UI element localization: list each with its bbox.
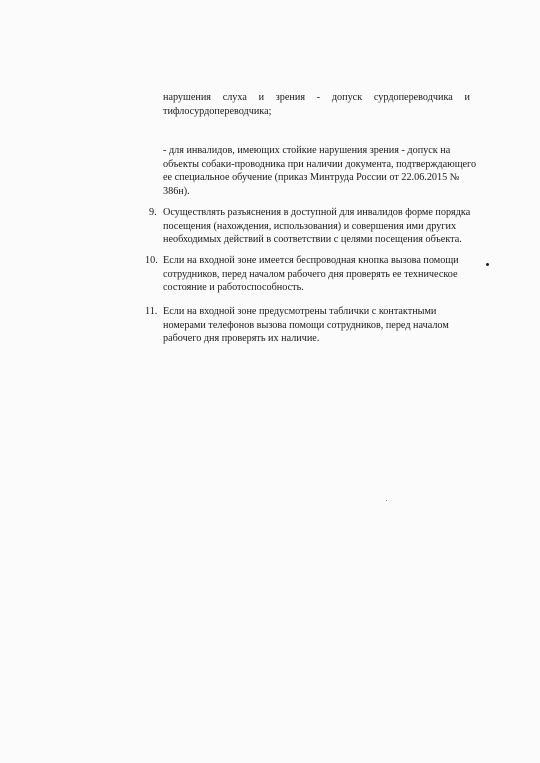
word: нарушения	[163, 92, 211, 103]
paragraph-line: 386н).	[163, 185, 190, 197]
paragraph-line: рабочего дня проверять их наличие.	[163, 333, 320, 345]
word: слуха	[222, 92, 247, 103]
scan-mark	[486, 263, 489, 266]
paragraph-line: номерами телефонов вызова помощи сотрудников, перед началом	[163, 319, 449, 331]
word: допуск	[331, 92, 363, 103]
paragraph-line: объекты собаки-проводника при наличии документа, подтверждающего	[163, 158, 477, 170]
word: и	[464, 92, 470, 103]
list-item-9	[163, 206, 475, 247]
paragraph-line: тифлосурдопереводчика;	[163, 105, 272, 117]
paragraph-line: посещения (нахождения, использования) и совершения ими других	[163, 220, 457, 232]
paragraph-line: сотрудников, перед началом рабочего дня проверять ее техническое	[163, 268, 458, 280]
paragraph-line: Осуществлять разъяснения в доступной для инвалидов форме порядка	[163, 207, 471, 218]
paragraph-guide-dog	[163, 144, 477, 198]
paragraph-line: ее специальное обучение (приказ Минтруда России от 22.06.2015 №	[163, 172, 460, 184]
list-item-11	[163, 305, 475, 346]
word: и	[258, 92, 265, 103]
paragraph-line: Если на входной зоне предусмотрены таблички с контактными	[163, 306, 437, 317]
item-number: 9.	[149, 207, 157, 218]
paragraph-line: Если на входной зоне имеется беспроводная кнопка вызова помощи	[163, 255, 459, 266]
word: сурдопереводчика	[373, 92, 453, 103]
item-number: 10.	[145, 255, 158, 266]
word: -	[316, 92, 321, 103]
scan-speck	[386, 500, 387, 501]
paragraph-line: необходимых действий в соответствии с целями посещения объекта.	[163, 234, 462, 246]
item-number: 11.	[145, 306, 158, 317]
paragraph-line	[163, 91, 470, 105]
paragraph-line: состояние и работоспособность.	[163, 282, 304, 294]
paragraph-line: - для инвалидов, имеющих стойкие нарушения зрения - допуск на	[163, 145, 451, 156]
list-item-10	[163, 254, 475, 295]
word: зрения	[275, 92, 306, 103]
paragraph-hearing-vision	[163, 91, 470, 118]
